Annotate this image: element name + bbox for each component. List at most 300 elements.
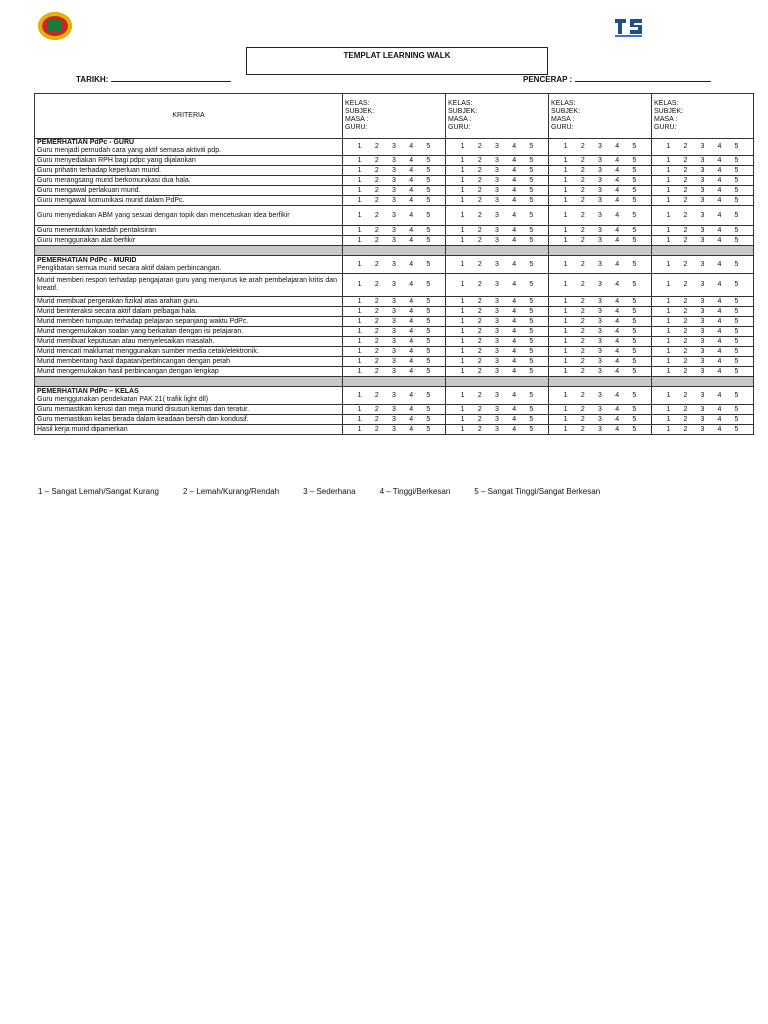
rating-option[interactable]: 3 bbox=[598, 347, 602, 355]
rating-option[interactable]: 3 bbox=[495, 156, 499, 164]
rating-option[interactable]: 2 bbox=[683, 307, 688, 315]
rating-option[interactable]: 3 bbox=[495, 236, 499, 244]
rating-option[interactable]: 2 bbox=[374, 367, 379, 375]
rating-option[interactable]: 5 bbox=[529, 337, 534, 345]
rating-option[interactable]: 2 bbox=[580, 211, 585, 219]
rating-option[interactable]: 5 bbox=[734, 357, 739, 365]
rating-option[interactable]: 1 bbox=[666, 176, 671, 184]
rating-cell-4[interactable] bbox=[652, 307, 754, 317]
rating-option[interactable]: 2 bbox=[477, 337, 482, 345]
rating-option[interactable]: 5 bbox=[632, 347, 637, 355]
rating-option[interactable]: 5 bbox=[734, 236, 739, 244]
rating-option[interactable]: 3 bbox=[598, 156, 602, 164]
rating-option[interactable]: 5 bbox=[426, 143, 431, 150]
rating-option[interactable]: 1 bbox=[460, 143, 465, 150]
rating-option[interactable]: 3 bbox=[392, 357, 396, 365]
rating-option[interactable]: 3 bbox=[700, 357, 705, 365]
rating-option[interactable]: 4 bbox=[512, 176, 517, 184]
rating-option[interactable]: 5 bbox=[632, 166, 637, 174]
rating-option[interactable]: 4 bbox=[409, 226, 414, 234]
rating-option[interactable]: 3 bbox=[700, 166, 705, 174]
rating-option[interactable]: 1 bbox=[666, 211, 671, 219]
rating-option[interactable]: 2 bbox=[580, 297, 585, 305]
rating-option[interactable]: 4 bbox=[409, 347, 414, 355]
rating-option[interactable]: 4 bbox=[717, 260, 722, 268]
rating-option[interactable]: 4 bbox=[512, 307, 517, 315]
rating-option[interactable]: 4 bbox=[409, 260, 414, 268]
rating-option[interactable]: 1 bbox=[666, 281, 671, 288]
rating-option[interactable]: 3 bbox=[392, 143, 396, 150]
rating-cell-4[interactable] bbox=[652, 206, 754, 226]
rating-cell-4[interactable] bbox=[652, 425, 754, 435]
rating-option[interactable]: 2 bbox=[374, 391, 379, 399]
rating-option[interactable]: 2 bbox=[374, 186, 379, 194]
rating-option[interactable]: 2 bbox=[477, 176, 482, 184]
rating-option[interactable]: 5 bbox=[426, 405, 431, 413]
rating-option[interactable]: 4 bbox=[717, 357, 722, 365]
rating-option[interactable]: 5 bbox=[734, 260, 739, 268]
rating-cell-2[interactable] bbox=[446, 166, 549, 176]
rating-option[interactable]: 4 bbox=[615, 156, 620, 164]
rating-option[interactable]: 1 bbox=[357, 367, 362, 375]
rating-cell-1[interactable] bbox=[343, 166, 446, 176]
rating-option[interactable]: 2 bbox=[374, 281, 379, 288]
rating-option[interactable]: 2 bbox=[580, 226, 585, 234]
rating-option[interactable]: 2 bbox=[374, 297, 379, 305]
rating-option[interactable]: 5 bbox=[734, 186, 739, 194]
rating-option[interactable]: 3 bbox=[700, 391, 705, 399]
rating-option[interactable]: 3 bbox=[700, 260, 705, 268]
rating-option[interactable]: 4 bbox=[615, 176, 620, 184]
rating-option[interactable]: 5 bbox=[426, 425, 431, 433]
rating-cell-3[interactable] bbox=[549, 166, 652, 176]
rating-option[interactable]: 4 bbox=[409, 297, 414, 305]
rating-option[interactable]: 2 bbox=[477, 405, 482, 413]
rating-option[interactable]: 4 bbox=[717, 367, 722, 375]
rating-option[interactable]: 4 bbox=[615, 425, 620, 433]
rating-option[interactable]: 1 bbox=[357, 211, 362, 219]
rating-option[interactable]: 4 bbox=[717, 186, 722, 194]
rating-option[interactable]: 3 bbox=[700, 236, 705, 244]
rating-option[interactable]: 5 bbox=[426, 317, 431, 325]
rating-option[interactable]: 3 bbox=[700, 307, 705, 315]
rating-option[interactable]: 5 bbox=[426, 347, 431, 355]
rating-option[interactable]: 3 bbox=[495, 405, 499, 413]
rating-option[interactable]: 4 bbox=[615, 143, 620, 150]
rating-option[interactable]: 5 bbox=[529, 226, 534, 234]
rating-option[interactable]: 3 bbox=[392, 166, 396, 174]
rating-option[interactable]: 4 bbox=[512, 367, 517, 375]
rating-option[interactable]: 3 bbox=[598, 281, 602, 288]
rating-option[interactable]: 2 bbox=[374, 347, 379, 355]
rating-option[interactable]: 5 bbox=[632, 307, 637, 315]
rating-option[interactable]: 1 bbox=[563, 425, 568, 433]
rating-cell-4[interactable] bbox=[652, 274, 754, 297]
rating-option[interactable]: 1 bbox=[460, 357, 465, 365]
rating-option[interactable]: 4 bbox=[615, 211, 620, 219]
rating-option[interactable]: 2 bbox=[683, 186, 688, 194]
rating-option[interactable]: 2 bbox=[580, 236, 585, 244]
rating-option[interactable]: 4 bbox=[717, 307, 722, 315]
rating-option[interactable]: 5 bbox=[734, 327, 739, 335]
rating-option[interactable]: 2 bbox=[683, 347, 688, 355]
rating-option[interactable]: 4 bbox=[615, 415, 620, 423]
rating-option[interactable]: 2 bbox=[374, 196, 379, 204]
rating-option[interactable]: 4 bbox=[409, 357, 414, 365]
rating-option[interactable]: 4 bbox=[717, 281, 722, 288]
rating-option[interactable]: 4 bbox=[409, 196, 414, 204]
rating-cell-3[interactable] bbox=[549, 196, 652, 206]
rating-option[interactable]: 5 bbox=[632, 186, 637, 194]
rating-option[interactable]: 1 bbox=[563, 143, 568, 150]
rating-option[interactable]: 2 bbox=[477, 307, 482, 315]
rating-option[interactable]: 1 bbox=[357, 281, 362, 288]
rating-option[interactable]: 4 bbox=[409, 236, 414, 244]
rating-option[interactable]: 4 bbox=[512, 166, 517, 174]
rating-option[interactable]: 1 bbox=[357, 391, 362, 399]
rating-option[interactable]: 5 bbox=[632, 226, 637, 234]
rating-option[interactable]: 1 bbox=[563, 317, 568, 325]
rating-cell-3[interactable] bbox=[549, 307, 652, 317]
rating-option[interactable]: 5 bbox=[734, 166, 739, 174]
rating-option[interactable]: 3 bbox=[700, 143, 705, 150]
rating-option[interactable]: 5 bbox=[632, 297, 637, 305]
rating-cell-4[interactable] bbox=[652, 166, 754, 176]
rating-option[interactable]: 1 bbox=[563, 236, 568, 244]
rating-cell-4[interactable] bbox=[652, 347, 754, 357]
rating-cell-4[interactable] bbox=[652, 415, 754, 425]
rating-cell-1[interactable] bbox=[343, 226, 446, 236]
rating-option[interactable]: 5 bbox=[426, 156, 431, 164]
rating-option[interactable]: 1 bbox=[666, 415, 671, 423]
rating-option[interactable]: 4 bbox=[717, 317, 722, 325]
rating-option[interactable]: 2 bbox=[683, 337, 688, 345]
rating-option[interactable]: 5 bbox=[632, 337, 637, 345]
rating-option[interactable]: 4 bbox=[409, 367, 414, 375]
rating-option[interactable]: 5 bbox=[734, 317, 739, 325]
rating-cell-4[interactable] bbox=[652, 156, 754, 166]
rating-option[interactable]: 4 bbox=[409, 391, 414, 399]
rating-option[interactable]: 2 bbox=[374, 317, 379, 325]
rating-option[interactable]: 2 bbox=[683, 236, 688, 244]
rating-cell-2[interactable] bbox=[446, 415, 549, 425]
rating-option[interactable]: 2 bbox=[477, 327, 482, 335]
rating-option[interactable]: 5 bbox=[632, 156, 637, 164]
rating-option[interactable]: 1 bbox=[460, 166, 465, 174]
rating-option[interactable]: 3 bbox=[495, 307, 499, 315]
rating-option[interactable]: 4 bbox=[512, 156, 517, 164]
rating-option[interactable]: 3 bbox=[700, 367, 705, 375]
rating-option[interactable]: 1 bbox=[563, 347, 568, 355]
rating-option[interactable]: 4 bbox=[409, 156, 414, 164]
rating-option[interactable]: 3 bbox=[495, 391, 499, 399]
rating-cell-1[interactable] bbox=[343, 317, 446, 327]
rating-option[interactable]: 4 bbox=[717, 337, 722, 345]
rating-option[interactable]: 1 bbox=[666, 236, 671, 244]
date-line[interactable] bbox=[111, 74, 231, 82]
rating-option[interactable]: 1 bbox=[460, 260, 465, 268]
rating-cell-2[interactable] bbox=[446, 327, 549, 337]
rating-option[interactable]: 3 bbox=[495, 317, 499, 325]
observation-header-3[interactable] bbox=[549, 94, 652, 139]
rating-option[interactable]: 3 bbox=[392, 327, 396, 335]
rating-option[interactable]: 4 bbox=[717, 236, 722, 244]
rating-option[interactable]: 3 bbox=[700, 226, 705, 234]
rating-option[interactable]: 3 bbox=[495, 166, 499, 174]
rating-option[interactable]: 4 bbox=[717, 405, 722, 413]
rating-cell-2[interactable] bbox=[446, 176, 549, 186]
observation-header-2[interactable] bbox=[446, 94, 549, 139]
rating-option[interactable]: 4 bbox=[615, 297, 620, 305]
rating-option[interactable]: 5 bbox=[529, 143, 534, 150]
rating-option[interactable]: 1 bbox=[563, 415, 568, 423]
rating-option[interactable]: 2 bbox=[374, 166, 379, 174]
rating-option[interactable]: 3 bbox=[392, 156, 396, 164]
rating-option[interactable]: 5 bbox=[734, 226, 739, 234]
rating-option[interactable]: 2 bbox=[580, 415, 585, 423]
rating-option[interactable]: 4 bbox=[512, 260, 517, 268]
rating-option[interactable]: 1 bbox=[563, 166, 568, 174]
rating-option[interactable]: 4 bbox=[512, 196, 517, 204]
rating-option[interactable]: 3 bbox=[495, 367, 499, 375]
rating-option[interactable]: 1 bbox=[563, 196, 568, 204]
rating-option[interactable]: 2 bbox=[477, 260, 482, 268]
rating-option[interactable]: 2 bbox=[683, 143, 688, 150]
rating-cell-3[interactable] bbox=[549, 297, 652, 307]
rating-option[interactable]: 1 bbox=[563, 211, 568, 219]
rating-option[interactable]: 1 bbox=[666, 317, 671, 325]
rating-option[interactable]: 4 bbox=[615, 226, 620, 234]
rating-cell-4[interactable] bbox=[652, 196, 754, 206]
rating-option[interactable]: 5 bbox=[426, 307, 431, 315]
rating-option[interactable]: 5 bbox=[426, 357, 431, 365]
rating-cell-4[interactable] bbox=[652, 367, 754, 377]
rating-option[interactable]: 2 bbox=[477, 317, 482, 325]
rating-option[interactable]: 4 bbox=[512, 211, 517, 219]
rating-option[interactable]: 5 bbox=[734, 347, 739, 355]
rating-option[interactable]: 1 bbox=[357, 337, 362, 345]
rating-option[interactable]: 5 bbox=[426, 281, 431, 288]
rating-cell-3[interactable] bbox=[549, 317, 652, 327]
rating-cell-3[interactable] bbox=[549, 425, 652, 435]
rating-option[interactable]: 1 bbox=[357, 260, 362, 268]
rating-option[interactable]: 2 bbox=[374, 143, 379, 150]
rating-option[interactable]: 4 bbox=[615, 327, 620, 335]
rating-option[interactable]: 4 bbox=[615, 307, 620, 315]
rating-cell-2[interactable] bbox=[446, 337, 549, 347]
rating-option[interactable]: 4 bbox=[409, 425, 414, 433]
rating-cell-2[interactable] bbox=[446, 317, 549, 327]
rating-option[interactable]: 1 bbox=[460, 297, 465, 305]
rating-option[interactable]: 3 bbox=[598, 405, 602, 413]
rating-option[interactable]: 4 bbox=[615, 391, 620, 399]
rating-option[interactable]: 3 bbox=[495, 297, 499, 305]
rating-option[interactable]: 2 bbox=[580, 367, 585, 375]
rating-option[interactable]: 5 bbox=[529, 357, 534, 365]
rating-option[interactable]: 3 bbox=[598, 357, 602, 365]
rating-option[interactable]: 3 bbox=[700, 425, 705, 433]
rating-option[interactable]: 3 bbox=[700, 317, 705, 325]
rating-option[interactable]: 4 bbox=[717, 196, 722, 204]
rating-option[interactable]: 1 bbox=[666, 425, 671, 433]
rating-cell-3[interactable] bbox=[549, 274, 652, 297]
rating-option[interactable]: 2 bbox=[477, 425, 482, 433]
rating-option[interactable]: 3 bbox=[495, 196, 499, 204]
rating-option[interactable]: 2 bbox=[683, 327, 688, 335]
rating-cell-2[interactable] bbox=[446, 256, 549, 274]
rating-option[interactable]: 1 bbox=[563, 281, 568, 288]
rating-option[interactable]: 4 bbox=[409, 337, 414, 345]
rating-option[interactable]: 1 bbox=[357, 186, 362, 194]
rating-cell-2[interactable] bbox=[446, 139, 549, 156]
rating-option[interactable]: 5 bbox=[632, 143, 637, 150]
rating-option[interactable]: 2 bbox=[683, 156, 688, 164]
rating-option[interactable]: 3 bbox=[700, 186, 705, 194]
rating-option[interactable]: 2 bbox=[477, 236, 482, 244]
rating-option[interactable]: 4 bbox=[717, 143, 722, 150]
rating-option[interactable]: 3 bbox=[392, 281, 396, 288]
rating-option[interactable]: 2 bbox=[374, 425, 379, 433]
rating-option[interactable]: 5 bbox=[529, 176, 534, 184]
rating-option[interactable]: 1 bbox=[460, 156, 465, 164]
rating-option[interactable]: 2 bbox=[580, 156, 585, 164]
rating-cell-2[interactable] bbox=[446, 367, 549, 377]
rating-option[interactable]: 5 bbox=[734, 143, 739, 150]
rating-option[interactable]: 1 bbox=[563, 327, 568, 335]
rating-cell-2[interactable] bbox=[446, 357, 549, 367]
rating-option[interactable]: 5 bbox=[426, 367, 431, 375]
rating-option[interactable]: 1 bbox=[460, 186, 465, 194]
rating-option[interactable]: 3 bbox=[700, 415, 705, 423]
rating-cell-2[interactable] bbox=[446, 307, 549, 317]
rating-option[interactable]: 1 bbox=[460, 307, 465, 315]
rating-option[interactable]: 2 bbox=[580, 143, 585, 150]
rating-option[interactable]: 2 bbox=[374, 176, 379, 184]
rating-option[interactable]: 3 bbox=[598, 367, 602, 375]
rating-option[interactable]: 2 bbox=[683, 226, 688, 234]
rating-option[interactable]: 5 bbox=[632, 425, 637, 433]
rating-cell-2[interactable] bbox=[446, 387, 549, 405]
rating-option[interactable]: 2 bbox=[477, 166, 482, 174]
rating-option[interactable]: 5 bbox=[734, 307, 739, 315]
rating-option[interactable]: 2 bbox=[683, 176, 688, 184]
rating-option[interactable]: 5 bbox=[529, 405, 534, 413]
rating-option[interactable]: 1 bbox=[666, 186, 671, 194]
rating-option[interactable]: 1 bbox=[357, 327, 362, 335]
rating-cell-2[interactable] bbox=[446, 274, 549, 297]
rating-cell-4[interactable] bbox=[652, 256, 754, 274]
rating-option[interactable]: 5 bbox=[426, 196, 431, 204]
rating-option[interactable]: 3 bbox=[700, 297, 705, 305]
rating-option[interactable]: 1 bbox=[357, 405, 362, 413]
rating-option[interactable]: 1 bbox=[357, 317, 362, 325]
rating-option[interactable]: 3 bbox=[495, 260, 499, 268]
rating-option[interactable]: 1 bbox=[563, 260, 568, 268]
rating-option[interactable]: 4 bbox=[615, 281, 620, 288]
rating-option[interactable]: 1 bbox=[357, 143, 362, 150]
rating-cell-4[interactable] bbox=[652, 226, 754, 236]
rating-option[interactable]: 4 bbox=[512, 281, 517, 288]
rating-option[interactable]: 5 bbox=[426, 260, 431, 268]
rating-option[interactable]: 2 bbox=[580, 425, 585, 433]
rating-option[interactable]: 1 bbox=[666, 196, 671, 204]
rating-cell-1[interactable] bbox=[343, 415, 446, 425]
rating-option[interactable]: 2 bbox=[683, 281, 688, 288]
rating-option[interactable]: 3 bbox=[392, 176, 396, 184]
rating-option[interactable]: 5 bbox=[426, 337, 431, 345]
rating-option[interactable]: 2 bbox=[683, 260, 688, 268]
rating-option[interactable]: 2 bbox=[580, 176, 585, 184]
rating-option[interactable]: 3 bbox=[598, 317, 602, 325]
rating-option[interactable]: 5 bbox=[734, 415, 739, 423]
rating-option[interactable]: 2 bbox=[374, 236, 379, 244]
rating-option[interactable]: 4 bbox=[409, 327, 414, 335]
rating-option[interactable]: 3 bbox=[392, 391, 396, 399]
rating-option[interactable]: 3 bbox=[392, 297, 396, 305]
rating-option[interactable]: 2 bbox=[477, 415, 482, 423]
rating-option[interactable]: 3 bbox=[598, 186, 602, 194]
rating-option[interactable]: 2 bbox=[580, 357, 585, 365]
rating-option[interactable]: 4 bbox=[615, 357, 620, 365]
rating-option[interactable]: 3 bbox=[495, 425, 499, 433]
rating-option[interactable]: 4 bbox=[512, 297, 517, 305]
rating-option[interactable]: 3 bbox=[392, 415, 396, 423]
rating-option[interactable]: 2 bbox=[374, 156, 379, 164]
rating-option[interactable]: 2 bbox=[580, 405, 585, 413]
rating-cell-1[interactable] bbox=[343, 186, 446, 196]
rating-option[interactable]: 1 bbox=[563, 176, 568, 184]
rating-option[interactable]: 5 bbox=[426, 391, 431, 399]
rating-option[interactable]: 1 bbox=[666, 226, 671, 234]
rating-option[interactable]: 4 bbox=[615, 260, 620, 268]
rating-option[interactable]: 3 bbox=[598, 425, 602, 433]
rating-option[interactable]: 2 bbox=[580, 317, 585, 325]
rating-option[interactable]: 4 bbox=[615, 405, 620, 413]
rating-cell-2[interactable] bbox=[446, 405, 549, 415]
rating-option[interactable]: 3 bbox=[392, 337, 396, 345]
rating-option[interactable]: 5 bbox=[529, 327, 534, 335]
rating-option[interactable]: 1 bbox=[563, 367, 568, 375]
rating-option[interactable]: 5 bbox=[734, 297, 739, 305]
rating-option[interactable]: 3 bbox=[598, 337, 602, 345]
rating-cell-3[interactable] bbox=[549, 176, 652, 186]
rating-cell-4[interactable] bbox=[652, 327, 754, 337]
rating-cell-4[interactable] bbox=[652, 317, 754, 327]
rating-option[interactable]: 2 bbox=[683, 357, 688, 365]
rating-option[interactable]: 5 bbox=[632, 327, 637, 335]
rating-option[interactable]: 3 bbox=[598, 415, 602, 423]
rating-option[interactable]: 3 bbox=[700, 156, 705, 164]
rating-option[interactable]: 3 bbox=[392, 211, 396, 219]
rating-option[interactable]: 3 bbox=[392, 367, 396, 375]
rating-option[interactable]: 2 bbox=[683, 391, 688, 399]
rating-option[interactable]: 1 bbox=[460, 327, 465, 335]
rating-cell-3[interactable] bbox=[549, 256, 652, 274]
rating-option[interactable]: 4 bbox=[512, 143, 517, 150]
rating-option[interactable]: 4 bbox=[512, 415, 517, 423]
rating-cell-2[interactable] bbox=[446, 226, 549, 236]
rating-option[interactable]: 5 bbox=[632, 405, 637, 413]
rating-option[interactable]: 3 bbox=[495, 327, 499, 335]
rating-option[interactable]: 3 bbox=[392, 317, 396, 325]
rating-cell-4[interactable] bbox=[652, 139, 754, 156]
rating-option[interactable]: 5 bbox=[632, 196, 637, 204]
rating-option[interactable]: 5 bbox=[426, 236, 431, 244]
rating-option[interactable]: 2 bbox=[477, 367, 482, 375]
rating-option[interactable]: 1 bbox=[460, 391, 465, 399]
rating-cell-4[interactable] bbox=[652, 337, 754, 347]
rating-option[interactable]: 3 bbox=[495, 186, 499, 194]
